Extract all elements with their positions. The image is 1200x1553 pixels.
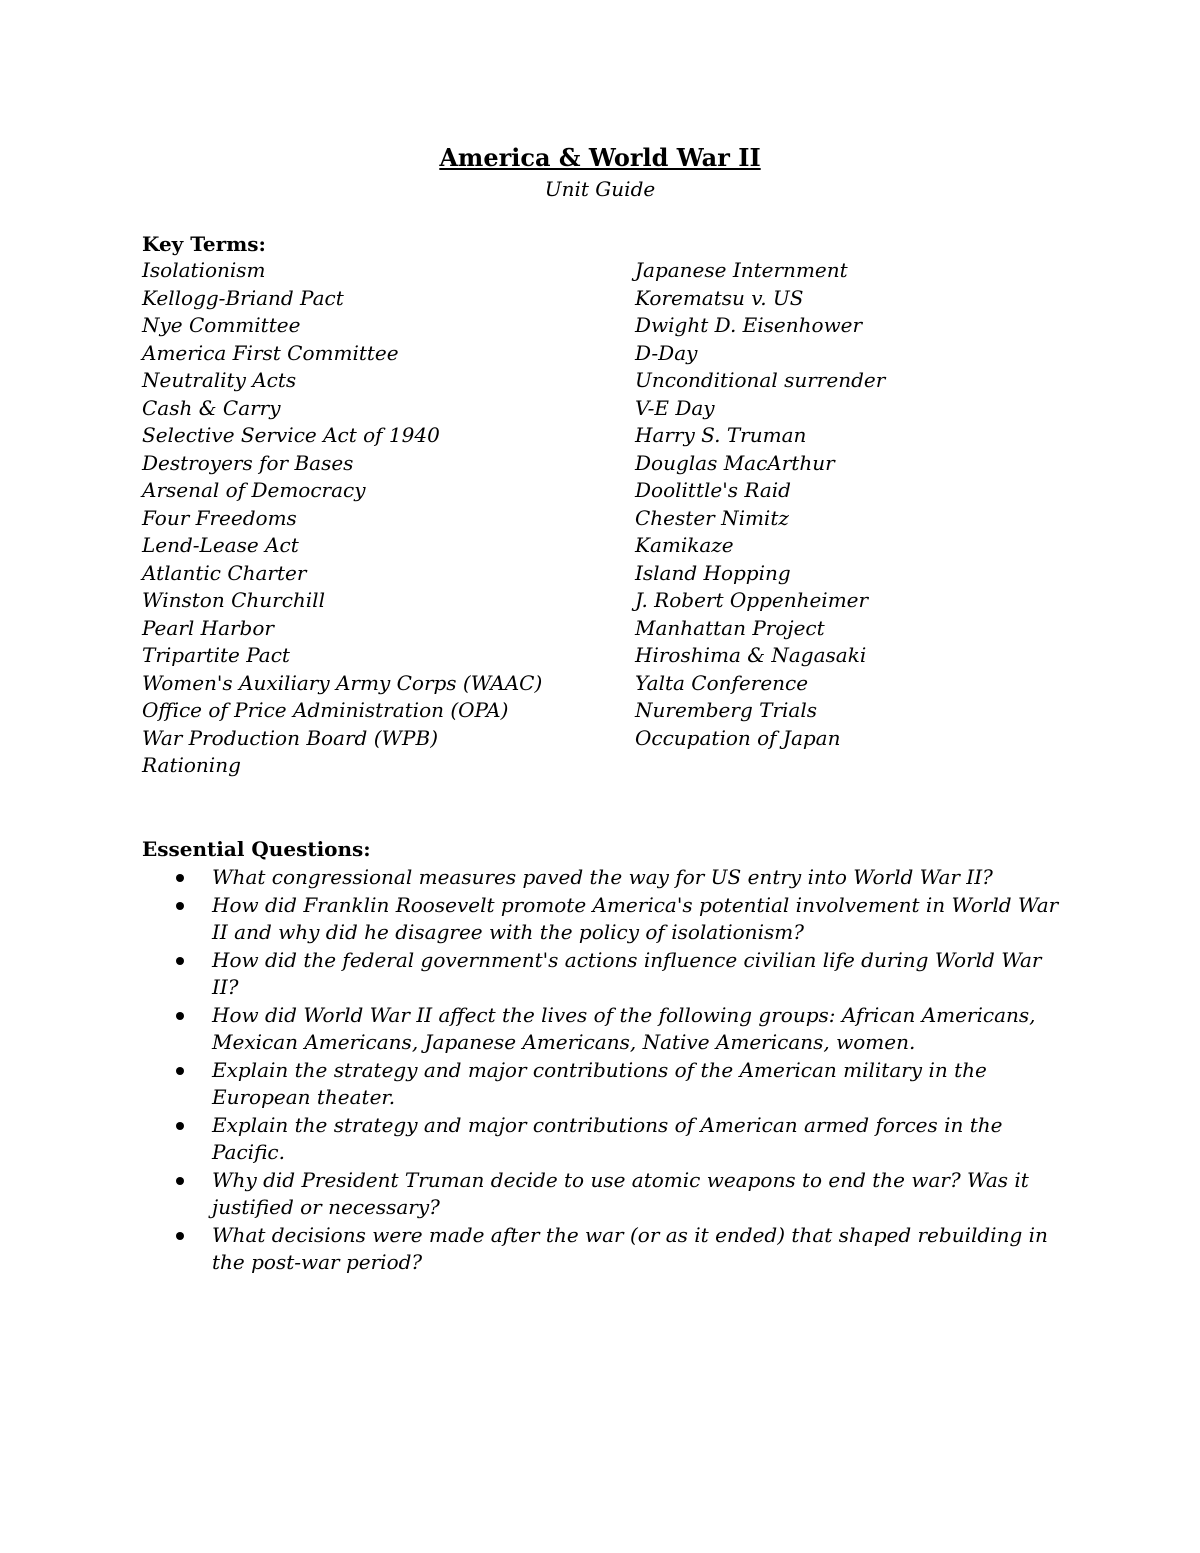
key-term: Nuremberg Trials — [635, 698, 817, 722]
essential-questions-heading: Essential Questions: — [142, 837, 371, 861]
question-item — [212, 1112, 1072, 1167]
key-term: Kellogg-Briand Pact — [142, 285, 344, 310]
key-term: Pearl Harbor — [142, 615, 274, 640]
key-term: J. Robert Oppenheimer — [635, 588, 869, 612]
question-item — [212, 892, 1072, 947]
question-item — [212, 1002, 1072, 1057]
key-term: Island Hopping — [635, 560, 791, 585]
question-text: How did World War II affect the lives of the following groups: African Americans, Mexican Americans, Japanese Americans, Native Americans, women. — [212, 1002, 1036, 1054]
question-item — [212, 1057, 1072, 1112]
key-term: Manhattan Project — [635, 615, 825, 640]
key-term: Arsenal of Democracy — [142, 478, 366, 502]
question-item — [212, 1167, 1072, 1222]
bullet-icon — [176, 1067, 184, 1075]
bullet-icon — [176, 902, 184, 910]
bullet-icon — [176, 874, 184, 882]
key-term: Atlantic Charter — [142, 560, 307, 585]
key-term: Hiroshima & Nagasaki — [635, 643, 867, 667]
key-term: Chester Nimitz — [635, 505, 789, 530]
essential-questions-list — [212, 864, 1072, 1277]
key-term: Unconditional surrender — [635, 368, 886, 392]
key-term: Cash & Carry — [142, 395, 281, 420]
key-term: Isolationism — [142, 258, 266, 282]
key-term: Douglas MacArthur — [635, 450, 835, 475]
key-term: Destroyers for Bases — [142, 450, 354, 475]
key-terms-right-column — [635, 257, 885, 752]
key-term: Nye Committee — [142, 313, 301, 337]
key-term: Tripartite Pact — [142, 643, 290, 667]
key-term: Japanese Internment — [635, 258, 848, 282]
question-item — [212, 947, 1072, 1002]
key-term: Neutrality Acts — [142, 368, 297, 392]
document-subtitle: Unit Guide — [544, 177, 656, 201]
key-term: Four Freedoms — [142, 505, 297, 530]
key-term: Women's Auxiliary Army Corps (WAAC) — [142, 670, 543, 695]
key-term: Korematsu v. US — [635, 285, 804, 310]
key-term: V-E Day — [635, 395, 715, 420]
key-term: Doolittle's Raid — [635, 478, 791, 502]
key-term: Occupation of Japan — [635, 725, 841, 750]
question-text: How did the federal government's actions influence civilian life during World War II? — [212, 947, 1042, 999]
bullet-icon — [176, 1177, 184, 1185]
key-term: Kamikaze — [635, 533, 734, 557]
question-text: Why did President Truman decide to use atomic weapons to end the war? Was it justified or necessary? — [212, 1167, 1029, 1219]
key-term: Yalta Conference — [635, 670, 809, 695]
key-term: Lend-Lease Act — [142, 533, 299, 557]
question-text: What decisions were made after the war (or as it ended) that shaped rebuilding in the post-war period? — [212, 1222, 1048, 1274]
question-text: How did Franklin Roosevelt promote America's potential involvement in World War II and why did he disagree with the policy of isolationism? — [212, 892, 1059, 944]
key-terms-heading: Key Terms: — [142, 232, 266, 256]
key-term: War Production Board (WPB) — [142, 725, 439, 750]
bullet-icon — [176, 1232, 184, 1240]
bullet-icon — [176, 1012, 184, 1020]
key-term: D-Day — [635, 340, 698, 365]
bullet-icon — [176, 1122, 184, 1130]
question-item — [212, 864, 1072, 892]
question-text: Explain the strategy and major contributions of the American military in the European theater. — [212, 1057, 987, 1109]
key-term: Office of Price Administration (OPA) — [142, 698, 509, 722]
key-term: Rationing — [142, 753, 241, 777]
bullet-icon — [176, 957, 184, 965]
key-terms-left-column — [142, 257, 542, 780]
key-term: America First Committee — [142, 340, 399, 365]
key-term: Dwight D. Eisenhower — [635, 313, 863, 337]
key-term: Harry S. Truman — [635, 423, 807, 447]
question-item — [212, 1222, 1072, 1277]
question-text: What congressional measures paved the way for US entry into World War II? — [212, 865, 993, 889]
key-term: Winston Churchill — [142, 588, 325, 612]
key-term: Selective Service Act of 1940 — [142, 423, 440, 447]
document-title: America & World War II — [439, 143, 761, 172]
question-text: Explain the strategy and major contributions of American armed forces in the Pacific. — [212, 1112, 1003, 1164]
